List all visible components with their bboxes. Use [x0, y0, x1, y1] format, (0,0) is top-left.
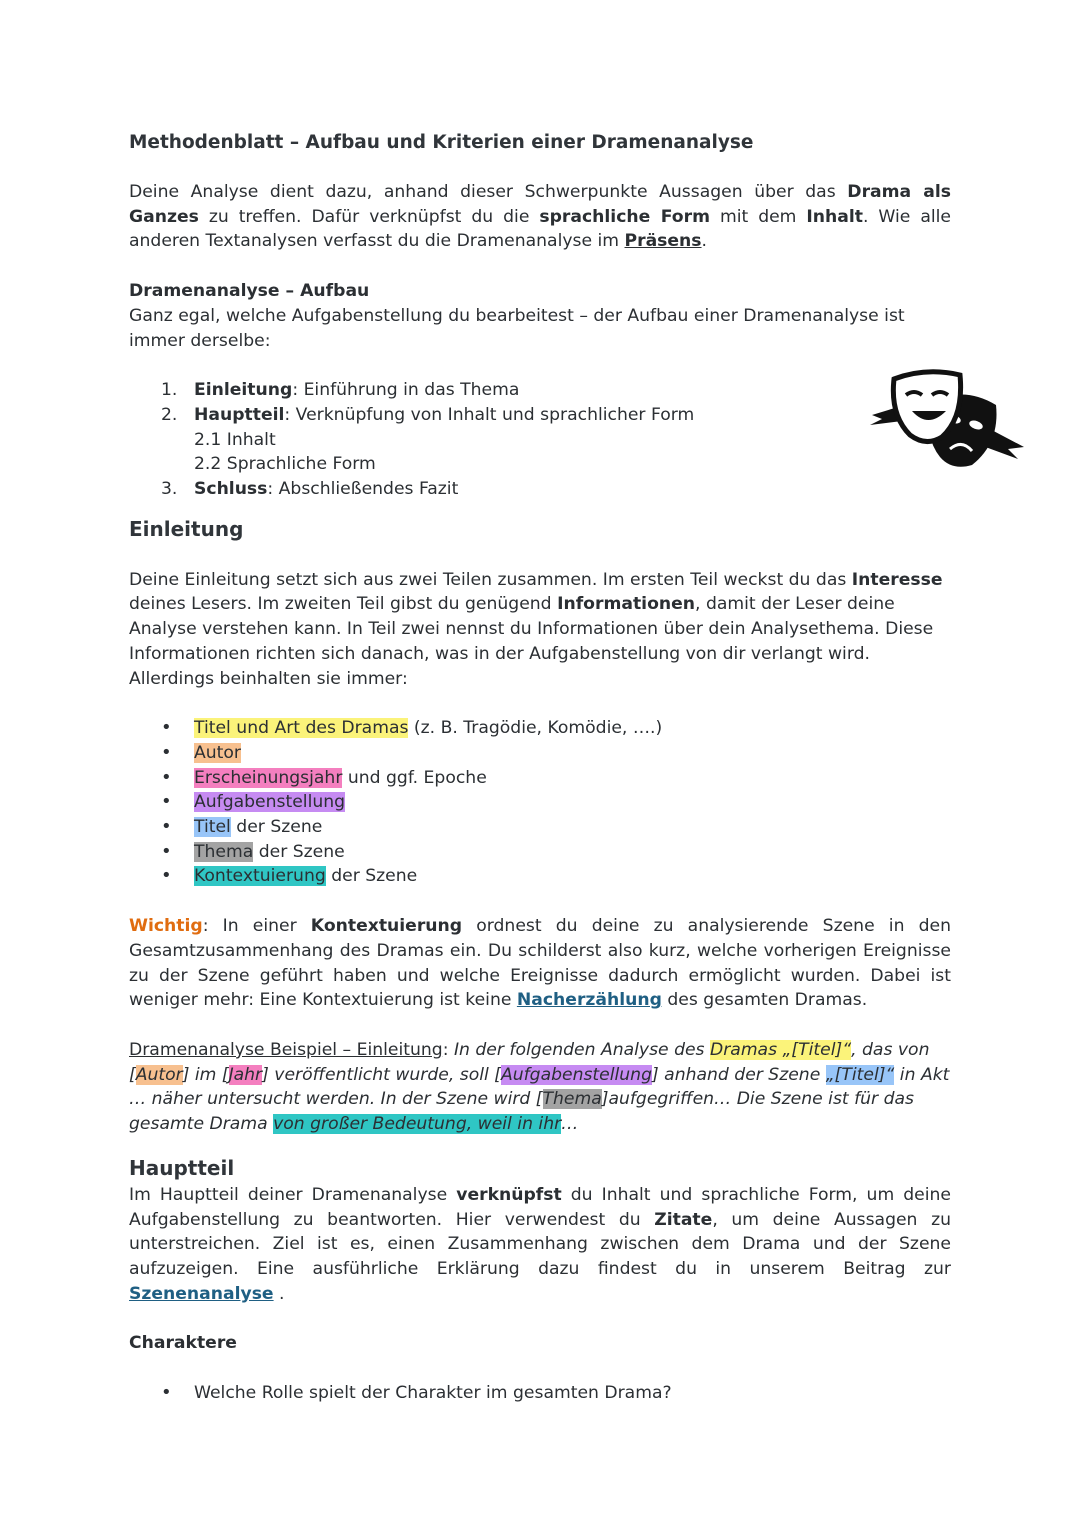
theater-masks-icon	[868, 365, 1028, 475]
praesens-link[interactable]: Präsens	[624, 231, 702, 252]
hauptteil-heading: Hauptteil	[129, 1155, 235, 1180]
list-item: • Kontextuierung der Szene	[129, 864, 951, 889]
einleitung-heading: Einleitung	[129, 516, 244, 541]
nacherzaehlung-link[interactable]: Nacherzählung	[516, 990, 662, 1011]
list-item: • Titel der Szene	[129, 815, 951, 840]
sub-item: 2.1 Inhalt	[194, 429, 276, 450]
list-item: • Erscheinungsjahr und ggf. Epoche	[129, 766, 951, 791]
list-item: • Thema der Szene	[129, 840, 951, 865]
list-item: • Autor	[129, 741, 951, 766]
wichtig-paragraph: Wichtig: In einer Kontextuierung ordnest du deine zu analysierende Szene in den Gesamtzusammenhang des Dramas ein. Du schilderst also kurz, welche vorherigen Ereignisse zu der Szene geführt haben und welche Ereignisse dadurch ermöglicht wurden. Dabei ist weniger mehr: Eine Kontextuierung ist keine Nacherzählung des gesamten Dramas.	[129, 916, 951, 1011]
intro-paragraph: Deine Analyse dient dazu, anhand dieser Schwerpunkte Aussagen über das Drama als Ganzes zu treffen. Dafür verknüpfst du die sprachliche Form mit dem Inhalt. Wie alle anderen Textanalysen verfasst du die Dramenanalyse im Präsens.	[129, 182, 952, 252]
list-item: • Titel und Art des Dramas (z. B. Tragödie, Komödie, ….)	[129, 716, 951, 741]
sub-item: 2.2 Sprachliche Form	[194, 454, 376, 475]
charaktere-heading: Charaktere	[129, 1333, 237, 1354]
list-item: • Welche Rolle spielt der Charakter im gesamten Drama?	[129, 1381, 951, 1406]
aufbau-list	[129, 378, 951, 502]
document-page	[129, 128, 951, 1406]
charaktere-bullets	[129, 1381, 951, 1406]
einleitung-bullets	[129, 716, 951, 889]
beispiel-paragraph: Dramenanalyse Beispiel – Einleitung: In der folgenden Analyse des Dramas „[Titel]“, das von [Autor] im [Jahr] veröffentlicht wurde, soll [Aufgabenstellung] anhand der Szene „[Titel]“ in Akt … näher untersucht werden. In der Szene wird [Thema]aufgegriffen… Die Szene ist für das gesamte Drama von großer Bedeutung, weil in ihr…	[129, 1039, 950, 1135]
list-item: • Aufgabenstellung	[129, 790, 951, 815]
aufbau-text: Ganz egal, welche Aufgabenstellung du bearbeitest – der Aufbau einer Dramenanalyse ist immer derselbe:	[129, 305, 905, 351]
document-title: Methodenblatt – Aufbau und Kriterien einer Dramenanalyse	[129, 132, 754, 153]
list-item: 1. Einleitung: Einführung in das Thema	[161, 380, 520, 401]
list-item: 2. Hauptteil: Verknüpfung von Inhalt und sprachlicher Form	[161, 404, 695, 425]
szenenanalyse-link[interactable]: Szenenanalyse	[129, 1283, 274, 1304]
aufbau-heading: Dramenanalyse – Aufbau	[129, 281, 370, 302]
einleitung-paragraph: Deine Einleitung setzt sich aus zwei Teilen zusammen. Im ersten Teil weckst du das Interesse deines Lesers. Im zweiten Teil gibst du genügend Informationen, damit der Leser deine Analyse verstehen kann. In Teil zwei nennst du Informationen über dein Analysethema. Diese Informationen richten sich danach, was in der Aufgabenstellung von dir verlangt wird. Allerdings beinhalten sie immer:	[129, 569, 943, 689]
hauptteil-paragraph: Im Hauptteil deiner Dramenanalyse verknüpfst du Inhalt und sprachliche Form, um deine Aufgabenstellung zu beantworten. Hier verwendest du Zitate, um deine Aussagen zu unterstreichen. Ziel ist es, einen Zusammenhang zwischen dem Drama und der Szene aufzuzeigen. Eine ausführliche Erklärung dazu findest du in unserem Beitrag zur Szenenanalyse .	[129, 1184, 951, 1304]
list-item: 3. Schluss: Abschließendes Fazit	[161, 479, 459, 500]
